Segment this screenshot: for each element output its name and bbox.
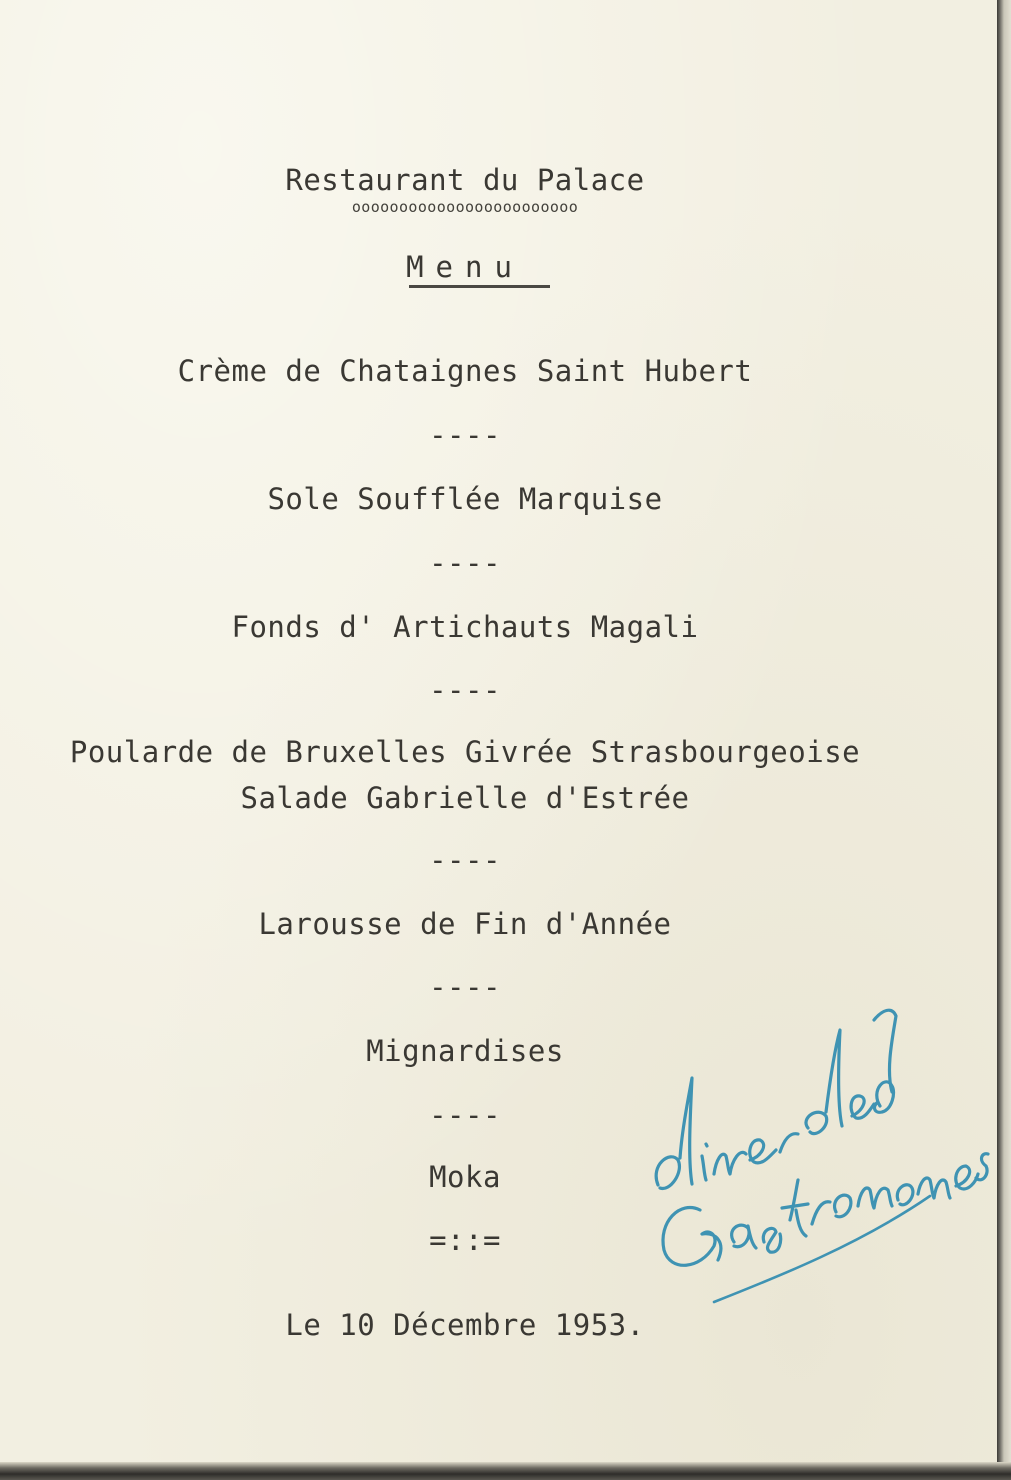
menu-heading-underline [409,285,550,288]
course-separator: ---- [429,1098,501,1132]
course-separator: ---- [429,673,501,707]
handwritten-annotation [630,960,990,1320]
course-separator: ---- [429,970,501,1004]
course-dessert: Larousse de Fin d'Année [258,907,672,941]
course-coffee: Moka [429,1160,501,1194]
course-vegetable: Fonds d' Artichauts Magali [231,610,699,644]
menu-heading: Menu [406,250,524,284]
course-separator: ---- [429,843,501,877]
menu-date: Le 10 Décembre 1953. [285,1308,645,1342]
handwriting-strokes [656,1010,988,1302]
card-shadow-right [997,0,1011,1480]
course-separator: ---- [429,546,501,580]
course-petits-fours: Mignardises [366,1034,564,1068]
card-shadow-bottom [0,1462,1011,1480]
restaurant-name: Restaurant du Palace [285,163,645,197]
ornament-dots: oooooooooooooooooooooooo [351,198,579,216]
course-salad: Salade Gabrielle d'Estrée [240,781,690,815]
course-soup: Crème de Chataignes Saint Hubert [177,354,753,388]
course-fish: Sole Soufflée Marquise [267,482,663,516]
course-separator: ---- [429,418,501,452]
closing-mark: =::= [429,1223,501,1257]
course-poultry: Poularde de Bruxelles Givrée Strasbourgeoise [69,735,861,769]
